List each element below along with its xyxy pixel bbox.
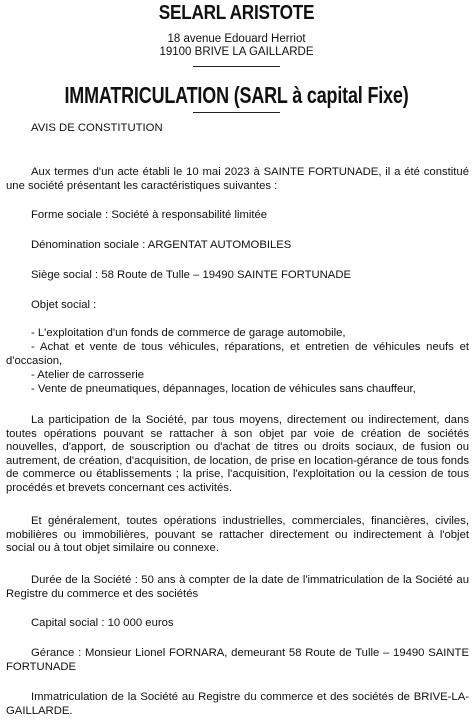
- objet-item: - Vente de pneumatiques, dépannages, location de véhicules sans chauffeur,: [31, 383, 416, 395]
- immatriculation-paragraph: Immatriculation de la Société au Registre du commerce et des sociétés de BRIVE-LA-GAILLARDE.: [6, 691, 469, 717]
- divider-top: [193, 66, 280, 67]
- siege-social: Siège social : 58 Route de Tulle – 19490 SAINTE FORTUNADE: [31, 269, 352, 281]
- capital-social: Capital social : 10 000 euros: [31, 617, 174, 629]
- notice-headline: IMMATRICULATION (SARL à capital Fixe): [64, 82, 409, 108]
- objet-social-title: Objet social :: [31, 299, 97, 311]
- generalement-paragraph: Et généralement, toutes opérations industrielles, commerciales, financières, civiles, mobilières ou immobilières, pouvant se rattacher directement ou indirectement à l'objet social ou à tout objet similaire ou connexe.: [6, 515, 469, 555]
- objet-item: - Achat et vente de tous véhicules, réparations, et entretien de véhicules neufs et d'occasion,: [6, 341, 469, 367]
- intro-paragraph: Aux termes d'un acte établi le 10 mai 2023 à SAINTE FORTUNADE, il a été constitué une société présentant les caractéristiques suivantes :: [6, 166, 469, 192]
- company-address-street: 18 avenue Edouard Herriot: [167, 33, 306, 45]
- objet-item: - Atelier de carrosserie: [31, 369, 145, 381]
- notice-type: AVIS DE CONSTITUTION: [31, 122, 163, 134]
- divider-bottom: [193, 112, 280, 113]
- gerance-paragraph: Gérance : Monsieur Lionel FORNARA, demeurant 58 Route de Tulle – 19490 SAINTE FORTUNADE: [6, 647, 469, 673]
- company-address-city: 19100 BRIVE LA GAILLARDE: [159, 46, 314, 58]
- company-name: SELARL ARISTOTE: [158, 2, 315, 24]
- objet-item: - L'exploitation d'un fonds de commerce de garage automobile,: [31, 327, 346, 339]
- participation-paragraph: La participation de la Société, par tous moyens, directement ou indirectement, dans toutes opérations pouvant se rattacher à son objet par voie de création de sociétés nouvelles, d'apport, de souscription ou d'achat de titres ou droits sociaux, de fusion ou autrement, de création, d'acquisition, de location, de prise en location-gérance de tous fonds de commerce ou établissements ; la prise, l'acquisition, l'exploitation ou la cession de tous procédés et brevets concernant ces activités.: [6, 414, 469, 494]
- duree-paragraph: Durée de la Société : 50 ans à compter de la date de l'immatriculation de la Société au Registre du commerce et des sociétés: [6, 574, 469, 600]
- forme-sociale: Forme sociale : Société à responsabilité limitée: [31, 209, 268, 221]
- denomination-sociale: Dénomination sociale : ARGENTAT AUTOMOBILES: [31, 239, 292, 251]
